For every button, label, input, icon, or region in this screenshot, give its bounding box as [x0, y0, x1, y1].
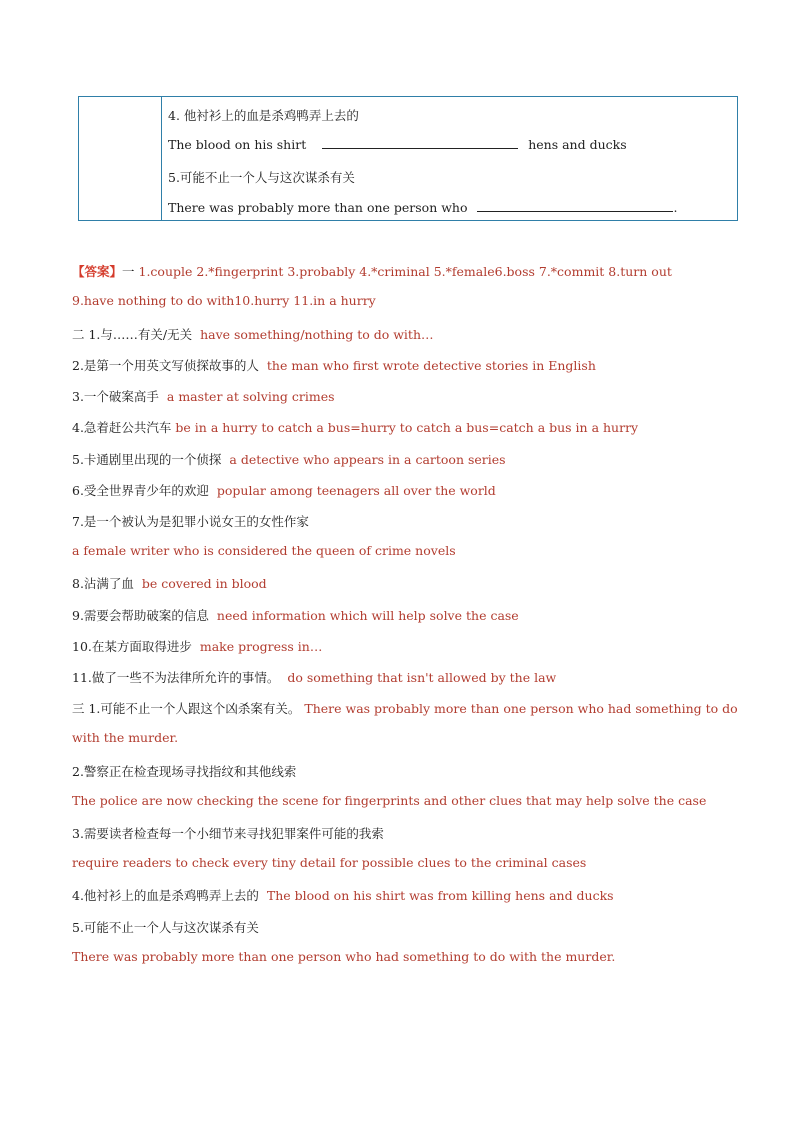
item-chinese: 2.警察正在检查现场寻找指纹和其他线索: [72, 764, 297, 779]
list-item: [72, 949, 615, 964]
item-english: the man who first wrote detective stories in English: [266, 358, 596, 373]
item-chinese: 2.是第一个用英文写侦探故事的人: [72, 358, 259, 373]
item-english: make progress in…: [199, 639, 323, 654]
item-chinese: 二 1.与……有关/无关: [72, 327, 193, 342]
q5-blank[interactable]: [477, 201, 673, 212]
q5-chinese: 5.可能不止一个人与这次谋杀有关: [168, 170, 355, 185]
item-english: have something/nothing to do with…: [200, 327, 434, 342]
list-item: [72, 512, 309, 530]
item-english: popular among teenagers all over the world: [216, 483, 496, 498]
item-english: a master at solving crimes: [166, 389, 335, 404]
item-chinese: 3.一个破案高手: [72, 389, 159, 404]
list-item: [72, 387, 335, 405]
list-item: [72, 543, 456, 558]
item-chinese: 11.做了一些不为法律所允许的事情。: [72, 670, 280, 685]
item-english: need information which will help solve the case: [216, 608, 519, 623]
q5-english-before: There was probably more than one person who: [168, 200, 468, 215]
item-english: be in a hurry to catch a bus=hurry to catch a bus=catch a bus in a hurry: [175, 420, 639, 435]
item-chinese: 4.他衬衫上的血是杀鸡鸭弄上去的: [72, 888, 259, 903]
list-item: [72, 730, 178, 745]
answer-label: 【答案】: [72, 264, 123, 279]
q4-chinese: 4. 他衬衫上的血是杀鸡鸭弄上去的: [168, 108, 359, 123]
list-item: [72, 325, 434, 343]
section1-text-line1: 1.couple 2.*fingerprint 3.probably 4.*criminal 5.*female6.boss 7.*commit 8.turn out: [138, 264, 672, 279]
section1-prefix: 一: [122, 264, 139, 279]
q4-english-before: The blood on his shirt: [168, 137, 307, 152]
item-chinese: 三 1.可能不止一个人跟这个凶杀案有关。: [72, 701, 301, 716]
item-english: be covered in blood: [141, 576, 267, 591]
item-chinese: 9.需要会帮助破案的信息: [72, 608, 209, 623]
item-chinese: 4.急着赶公共汽车: [72, 420, 172, 435]
q5-english: [168, 200, 677, 215]
item-english: The blood on his shirt was from killing hens and ducks: [266, 888, 614, 903]
item-chinese: 3.需要读者检查每一个小细节来寻找犯罪案件可能的我索: [72, 826, 384, 841]
item-english: with the murder.: [72, 730, 179, 745]
list-item: [72, 574, 267, 592]
list-item: [72, 637, 322, 655]
q4-blank[interactable]: [322, 138, 518, 149]
q5-english-after: .: [673, 200, 678, 215]
table-left-cell: [79, 97, 162, 220]
list-item: [72, 450, 506, 468]
item-chinese: 7.是一个被认为是犯罪小说女王的女性作家: [72, 514, 309, 529]
item-chinese: 5.卡通剧里出现的一个侦探: [72, 452, 222, 467]
item-english: There was probably more than one person who had something to do with the murder.: [72, 949, 616, 964]
list-item: [72, 824, 384, 842]
list-item: [72, 699, 738, 717]
list-item: [72, 481, 496, 499]
section1-text-line2: 9.have nothing to do with10.hurry 11.in a hurry: [72, 293, 376, 308]
list-item: [72, 356, 596, 374]
answer-section1-line2: [72, 293, 376, 308]
list-item: [72, 762, 296, 780]
item-english: require readers to check every tiny detail for possible clues to the criminal cases: [72, 855, 587, 870]
list-item: [72, 855, 586, 870]
exercise-table: [78, 96, 738, 221]
item-english: There was probably more than one person who had something to do: [304, 701, 738, 716]
item-english: do something that isn't allowed by the law: [287, 670, 557, 685]
list-item: [72, 918, 259, 936]
q4-english: [168, 137, 627, 152]
item-english: The police are now checking the scene for fingerprints and other clues that may help solve the case: [72, 793, 707, 808]
list-item: [72, 886, 614, 904]
list-item: [72, 793, 706, 808]
item-chinese: 8.沾满了血: [72, 576, 134, 591]
item-chinese: 10.在某方面取得进步: [72, 639, 192, 654]
item-english: a female writer who is considered the queen of crime novels: [72, 543, 456, 558]
item-english: a detective who appears in a cartoon series: [229, 452, 506, 467]
q4-english-after: hens and ducks: [528, 137, 627, 152]
answer-section1-line1: [72, 262, 672, 280]
item-chinese: 6.受全世界青少年的欢迎: [72, 483, 209, 498]
list-item: [72, 668, 556, 686]
item-chinese: 5.可能不止一个人与这次谋杀有关: [72, 920, 259, 935]
list-item: [72, 418, 638, 436]
list-item: [72, 606, 519, 624]
